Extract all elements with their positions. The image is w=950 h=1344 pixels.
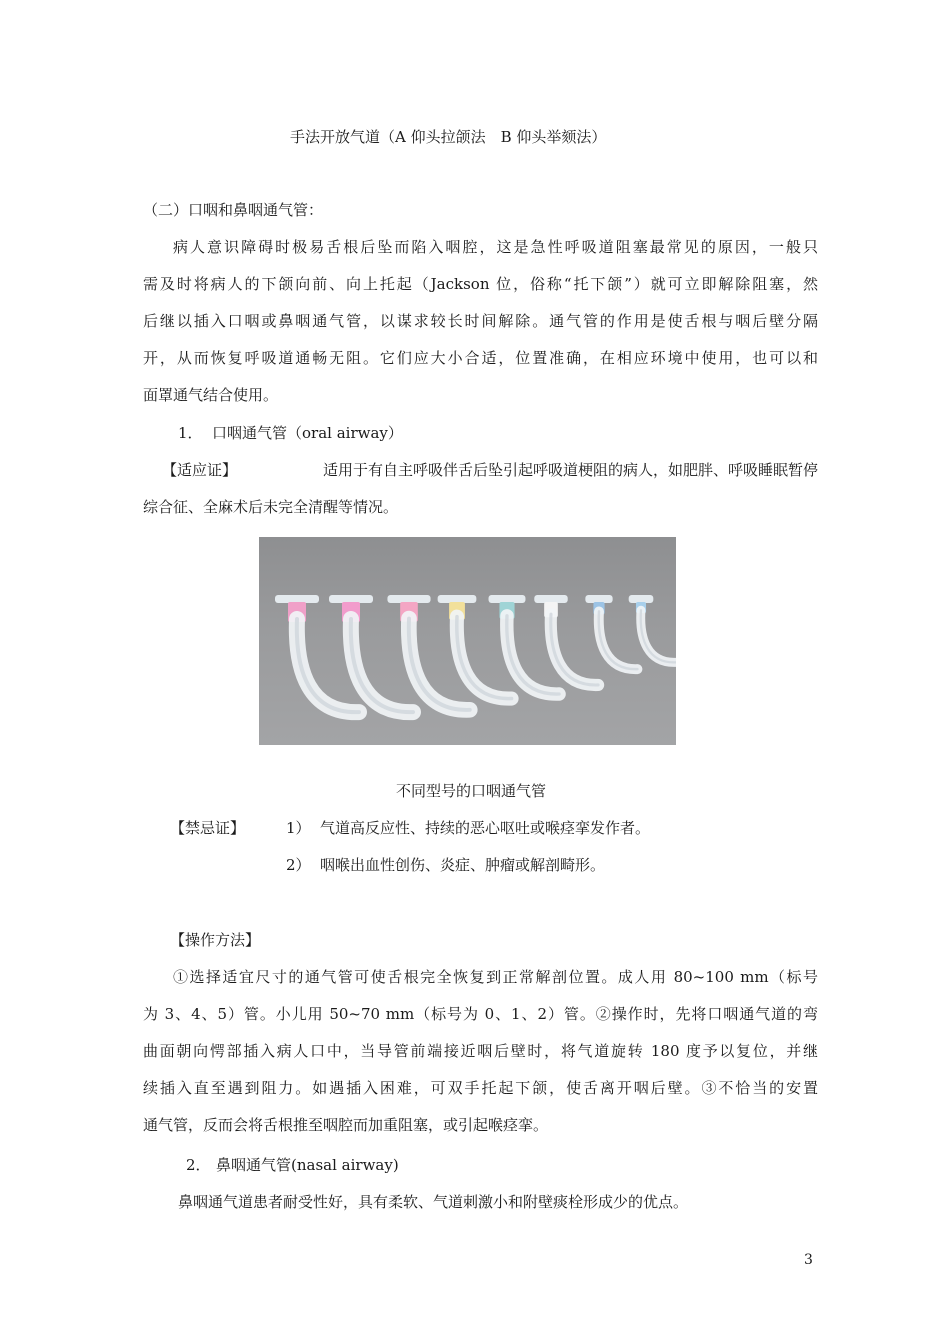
method-line-3: 曲面朝向愕部插入病人口中，当导管前端接近咽后壁时，将气道旋转 180 度予以复位，并继 [143, 1042, 818, 1060]
intro-line-1: 病人意识障碍时极易舌根后坠而陷入咽腔，这是急性呼吸道阻塞最常见的原因，一般只 [173, 238, 818, 256]
item-1-title: 口咽通气管（oral airway） [212, 424, 403, 442]
contraindication-text-1: 气道高反应性、持续的恶心呕吐或喉痉挛发作者。 [320, 819, 651, 837]
airway-flange [489, 595, 526, 603]
contraindication-num-1: 1） [286, 819, 311, 837]
contraindication-num-2: 2） [286, 856, 311, 874]
oral-airways-photo [259, 537, 676, 745]
method-line-2: 为 3、4、5）管。小儿用 50~70 mm（标号为 0、1、2）管。②操作时，先将口咽通气道的弯 [143, 1005, 818, 1023]
method-label: 【操作方法】 [170, 931, 261, 949]
airway-flange [387, 595, 430, 603]
intro-line-2: 需及时将病人的下颌向前、向上托起（Jackson 位，俗称“托下颌”）就可立即解除阻塞，然 [143, 275, 818, 293]
airway-flange [629, 595, 654, 603]
airway-tube [551, 614, 598, 685]
airway-tube [641, 610, 676, 662]
item-1-heading [178, 423, 403, 443]
item-2-heading [186, 1155, 399, 1175]
airway-flange [329, 595, 373, 603]
intro-line-5: 面罩通气结合使用。 [143, 386, 279, 404]
contraindication-text-2: 咽喉出血性创伤、炎症、肿瘤或解剖畸形。 [320, 856, 606, 874]
method-line-5: 通气管，反而会将舌根推至咽腔而加重阻塞，或引起喉痉挛。 [143, 1116, 549, 1134]
intro-line-4: 开，从而恢复呼吸道通畅无阻。它们应大小合适，位置准确，在相应环境中使用，也可以和 [143, 349, 818, 367]
oral-airway-6 [534, 595, 598, 685]
section-title: （二）口咽和鼻咽通气管： [143, 201, 324, 219]
oral-airway-8 [629, 595, 676, 662]
figure-caption-top: 手法开放气道（A 仰头拉颌法 B 仰头举颏法） [290, 128, 607, 146]
oral-airway-7 [585, 595, 637, 669]
item-1-number: 1． [178, 424, 203, 442]
indication-label: 【适应证】 [162, 461, 238, 479]
nasal-airway-text: 鼻咽通气道患者耐受性好，具有柔软、气道刺激小和附壁痰栓形成少的优点。 [178, 1193, 689, 1211]
photo-caption: 不同型号的口咽通气管 [396, 782, 547, 800]
item-2-number: 2． [186, 1156, 211, 1174]
item-2-title: 鼻咽通气管(nasal airway) [216, 1156, 399, 1174]
oral-airways-illustration [259, 537, 676, 745]
indication-line-2: 综合征、全麻术后未完全清醒等情况。 [143, 498, 399, 516]
contraindication-item-1 [286, 818, 650, 838]
method-line-1: ①选择适宜尺寸的通气管可使舌根完全恢复到正常解剖位置。成人用 80~100 mm（标号 [173, 968, 818, 986]
airway-flange [438, 595, 477, 603]
indication-line-1 [162, 460, 818, 480]
contraindication-item-2 [286, 855, 605, 875]
page-number: 3 [804, 1252, 813, 1268]
intro-line-3: 后继以插入口咽或鼻咽通气管，以谋求较长时间解除。通气管的作用是使舌根与咽后壁分隔 [143, 312, 818, 330]
airway-tube [599, 611, 638, 669]
airway-flange [585, 595, 612, 603]
indication-text-1: 适用于有自主呼吸伴舌后坠引起呼吸道梗阻的病人，如肥胖、呼吸睡眠暂停 [322, 461, 818, 479]
method-line-4: 续插入直至遇到阻力。如遇插入困难，可双手托起下颌，使舌离开咽后壁。③不恰当的安置 [143, 1079, 818, 1097]
airway-flange [275, 595, 319, 603]
airway-flange [534, 595, 567, 603]
contraindication-label: 【禁忌证】 [170, 819, 246, 837]
